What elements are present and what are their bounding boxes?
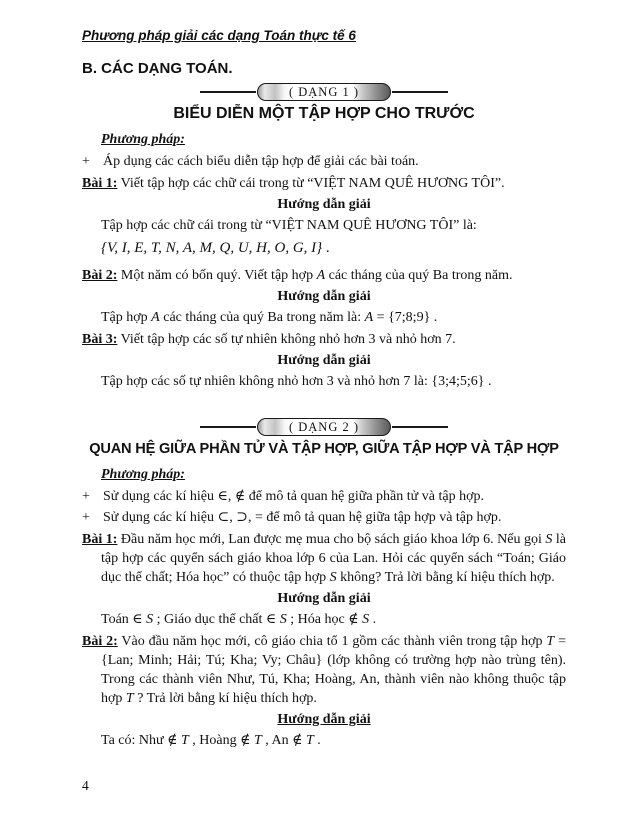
method-text: Sử dụng các kí hiệu ∈, ∉ để mô tả quan hệ giữa phần tử và tập hợp. <box>103 489 484 504</box>
dang1-method-item <box>82 152 566 171</box>
dang1-sol2: Tập hợp A các tháng của quý Ba trong năm là: A = {7;8;9} . <box>101 310 438 325</box>
dang1-bai1: Bài 1: Viết tập hợp các chữ cái trong từ “VIỆT NAM QUÊ HƯƠNG TÔI”. <box>82 176 505 191</box>
badge-line-left <box>200 426 256 428</box>
page-number: 4 <box>82 778 89 793</box>
badge-line-right <box>392 91 448 93</box>
dang2-badge-row <box>82 418 566 436</box>
solution-heading: Hướng dẫn giải <box>277 197 371 212</box>
dang1-title: BIỂU DIỄN MỘT TẬP HỢP CHO TRƯỚC <box>173 105 475 122</box>
solution-heading-underlined: Hướng dẫn giải <box>277 712 371 727</box>
badge-line-right <box>392 426 448 428</box>
plus-bullet: + <box>82 154 90 169</box>
dang1-method-label: Phương pháp: <box>101 132 185 147</box>
plus-bullet: + <box>82 510 90 525</box>
dang1-bai2: Bài 2: Một năm có bốn quý. Viết tập hợp A các tháng của quý Ba trong năm. <box>82 268 513 283</box>
running-header: Phương pháp giải các dạng Toán thực tế 6 <box>82 28 356 43</box>
dang1-sol1-intro: Tập hợp các chữ cái trong từ “VIỆT NAM QUÊ HƯƠNG TÔI” là: <box>101 218 477 233</box>
badge-line-left <box>200 91 256 93</box>
dang2-sol1: Toán ∈ S ; Giáo dục thể chất ∈ S ; Hóa học ∉ S . <box>101 612 377 627</box>
dang1-sol1-set: {V, I, E, T, N, A, M, Q, U, H, O, G, I} . <box>101 240 330 256</box>
section-heading: B. CÁC DẠNG TOÁN. <box>82 60 233 77</box>
dang1-bai3: Bài 3: Viết tập hợp các số tự nhiên không nhỏ hơn 3 và nhỏ hơn 7. <box>82 332 456 347</box>
method-text: Sử dụng các kí hiệu ⊂, ⊃, = để mô tả quan hệ giữa tập hợp và tập hợp. <box>103 510 502 525</box>
dang2-sol2: Ta có: Như ∉ T , Hoàng ∉ T , An ∉ T . <box>101 733 321 748</box>
dang2-badge: ( DẠNG 2 ) <box>257 418 391 436</box>
plus-bullet: + <box>82 489 90 504</box>
dang2-bai2: Bài 2: Vào đầu năm học mới, cô giáo chia tổ 1 gồm các thành viên trong tập hợp T = {Lan; Minh; Hải; Tú; Kha; Vy; Châu} (lớp không có trường hợp nào trùng tên). Trong các thành viên Như, Tú, Kha; Hoàng, An, thành viên nào không thuộc tập hợp T ? Trả lời bằng kí hiệu thích hợp. <box>82 634 566 706</box>
method-text: Áp dụng các cách biểu diễn tập hợp để giải các bài toán. <box>103 154 419 169</box>
section-spacer <box>82 393 566 415</box>
dang1-sol3: Tập hợp các số tự nhiên không nhỏ hơn 3 và nhỏ hơn 7 là: {3;4;5;6} . <box>101 374 492 389</box>
solution-heading: Hướng dẫn giải <box>277 591 371 606</box>
solution-heading: Hướng dẫn giải <box>277 289 371 304</box>
dang2-method-item <box>82 487 566 506</box>
dang2-method-item <box>82 508 566 527</box>
dang1-badge: ( DẠNG 1 ) <box>257 83 391 101</box>
dang2-bai1: Bài 1: Đầu năm học mới, Lan được mẹ mua cho bộ sách giáo khoa lớp 6. Nếu gọi S là tập hợp các quyển sách giáo khoa lớp 6 của Lan. Hỏi các quyển sách “Toán; Giáo dục thể chất; Hóa học” có thuộc tập hợp S không? Trả lời bằng kí hiệu thích hợp. <box>82 532 567 585</box>
dang2-method-label: Phương pháp: <box>101 467 185 482</box>
solution-heading: Hướng dẫn giải <box>277 353 371 368</box>
dang1-badge-row <box>82 83 566 101</box>
dang2-title: QUAN HỆ GIỮA PHẦN TỬ VÀ TẬP HỢP, GIỮA TẬP HỢP VÀ TẬP HỢP <box>89 441 559 457</box>
